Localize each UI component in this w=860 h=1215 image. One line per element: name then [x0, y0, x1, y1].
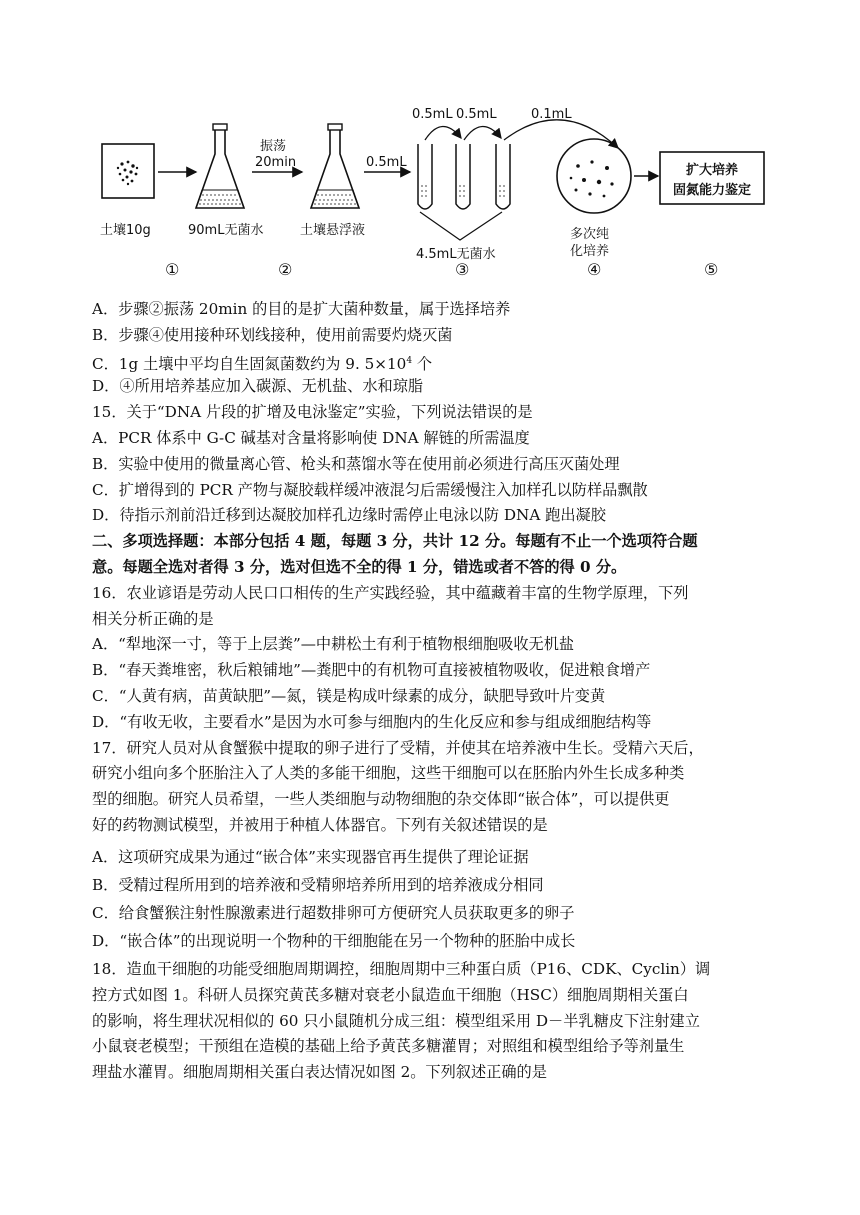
petri-dish-icon — [557, 139, 631, 213]
q16-stem-line1: 16．农业谚语是劳动人民口口相传的生产实践经验，其中蕴藏着丰富的生物学原理，下列 — [92, 583, 689, 602]
q16-option-c: C．“人黄有病，苗黄缺肥”—氮，镁是构成叶绿素的成分，缺肥导致叶片变黄 — [92, 686, 606, 705]
soil-label: 土壤10g — [100, 223, 151, 238]
q14-option-c — [92, 349, 782, 375]
section2-heading-line1: 二、多项选择题：本部分包括 4 题，每题 3 分，共计 12 分。每题有不止一个选项符合题 — [92, 532, 698, 551]
q17-option-d: D．“嵌合体”的出现说明一个物种的干细胞能在另一个物种的胚胎中成长 — [92, 931, 576, 950]
water45-label: 4.5mL无菌水 — [416, 247, 496, 262]
water90-label: 90mL无菌水 — [188, 223, 264, 238]
q15-option-a: A．PCR 体系中 G-C 碱基对含量将影响使 DNA 解链的所需温度 — [92, 428, 530, 447]
q15-option-d: D．待指示剂前沿迁移到达凝胶加样孔边缘时需停止电泳以防 DNA 跑出凝胶 — [92, 506, 606, 525]
transfer-2-label: 0.5mL — [412, 107, 453, 122]
section2-heading-line2: 意。每题全选对者得 3 分，选对但选不全的得 1 分，错选或者不答的得 0 分。 — [92, 557, 627, 576]
q15-option-c: C．扩增得到的 PCR 产物与凝胶载样缓冲液混匀后需缓慢注入加样孔以防样品飘散 — [92, 480, 648, 499]
purify-label-1: 多次纯 — [570, 227, 610, 242]
q17-stem-line4: 好的药物测试模型，并被用于种植人体器官。下列有关叙述错误的是 — [92, 815, 548, 834]
transfer-1-label: 0.5mL — [366, 155, 407, 170]
q16-option-b: B．“春天粪堆密，秋后粮铺地”—粪肥中的有机物可直接被植物吸收，促进粮食增产 — [92, 661, 651, 680]
q14-option-d: D．④所用培养基应加入碳源、无机盐、水和琼脂 — [92, 377, 424, 396]
flask-1-icon — [196, 124, 244, 208]
soil-sample-box — [102, 144, 154, 198]
curve-arrow-3 — [504, 120, 618, 148]
test-tube-1-icon — [418, 144, 432, 209]
q16-option-a: A．“犁地深一寸，等于上层粪”—中耕松土有利于植物根细胞吸收无机盐 — [92, 635, 575, 654]
q15-option-b: B．实验中使用的微量离心管、枪头和蒸馏水等在使用前必须进行高压灭菌处理 — [92, 454, 620, 473]
purify-label-2: 化培养 — [570, 244, 610, 259]
test-tube-2-icon — [456, 144, 470, 209]
shake-time-label: 20min — [255, 155, 297, 170]
curve-arrow-1 — [425, 126, 461, 140]
result-box — [660, 152, 764, 204]
transfer-3-label: 0.5mL — [456, 107, 497, 122]
step-2-label: ② — [278, 260, 293, 279]
q17-option-b: B．受精过程所用到的培养液和受精卵培养所用到的培养液成分相同 — [92, 875, 544, 894]
q14-option-c-text: C．1g 土壤中平均自生固氮菌数约为 9. 5×10 — [92, 354, 407, 373]
q15-stem: 15．关于“DNA 片段的扩增及电泳鉴定”实验，下列说法错误的是 — [92, 403, 533, 422]
step-5-label: ⑤ — [704, 260, 719, 279]
experiment-flow-diagram — [92, 100, 772, 290]
step-1-label: ① — [165, 260, 180, 279]
step-3-label: ③ — [455, 260, 470, 279]
q14-option-a: A．步骤②振荡 20min 的目的是扩大菌种数量，属于选择培养 — [92, 300, 511, 318]
box-label-2: 固氮能力鉴定 — [672, 183, 752, 198]
box-label-1: 扩大培养 — [685, 163, 739, 178]
q17-stem-line2: 研究小组向多个胚胎注入了人类的多能干细胞，这些干细胞可以在胚胎内外生长成多种类 — [92, 764, 685, 783]
q16-option-d: D．“有收无收，主要看水”是因为水可参与细胞内的生化反应和参与组成细胞结构等 — [92, 712, 652, 731]
q17-stem-line1: 17．研究人员对从食蟹猴中提取的卵子进行了受精，并使其在培养液中生长。受精六天后， — [92, 738, 704, 757]
shake-label: 振荡 — [260, 139, 287, 154]
q18-stem-line1: 18．造血干细胞的功能受细胞周期调控，细胞周期中三种蛋白质（P16、CDK、Cyclin）调 — [92, 959, 711, 978]
step-4-label: ④ — [587, 260, 602, 279]
q16-stem-line2: 相关分析正确的是 — [92, 609, 214, 628]
curve-arrow-2 — [464, 126, 501, 140]
suspension-label: 土壤悬浮液 — [300, 223, 366, 238]
flow-diagram-svg — [92, 100, 772, 290]
q14-option-b: B．步骤④使用接种环划线接种，使用前需要灼烧灭菌 — [92, 325, 453, 344]
q14-option-c-exponent: 4 — [406, 355, 413, 366]
q17-option-a: A．这项研究成果为通过“嵌合体”来实现器官再生提供了理论证据 — [92, 847, 529, 866]
q18-stem-line5: 理盐水灌胃。细胞周期相关蛋白表达情况如图 2。下列叙述正确的是 — [92, 1063, 547, 1082]
q14-option-c-tail: 个 — [412, 354, 433, 373]
question-text-block — [92, 297, 782, 1086]
q18-stem-line4: 小鼠衰老模型；干预组在造模的基础上给予黄芪多糖灌胃；对照组和模型组给予等剂量生 — [92, 1037, 685, 1056]
q17-option-c: C．给食蟹猴注射性腺激素进行超数排卵可方便研究人员获取更多的卵子 — [92, 903, 575, 922]
q17-stem-line3: 型的细胞。研究人员希望，一些人类细胞与动物细胞的杂交体即“嵌合体”，可以提供更 — [92, 790, 670, 809]
test-tube-3-icon — [496, 144, 510, 209]
q18-stem-line3: 的影响，将生理状况相似的 60 只小鼠随机分成三组：模型组采用 D－半乳糖皮下注射建立 — [92, 1011, 700, 1030]
flask-2-icon — [311, 124, 359, 208]
tube-brace — [420, 212, 502, 240]
q18-stem-line2: 控方式如图 1。科研人员探究黄芪多糖对衰老小鼠造血干细胞（HSC）细胞周期相关蛋白 — [92, 985, 689, 1004]
transfer-4-label: 0.1mL — [531, 107, 572, 122]
